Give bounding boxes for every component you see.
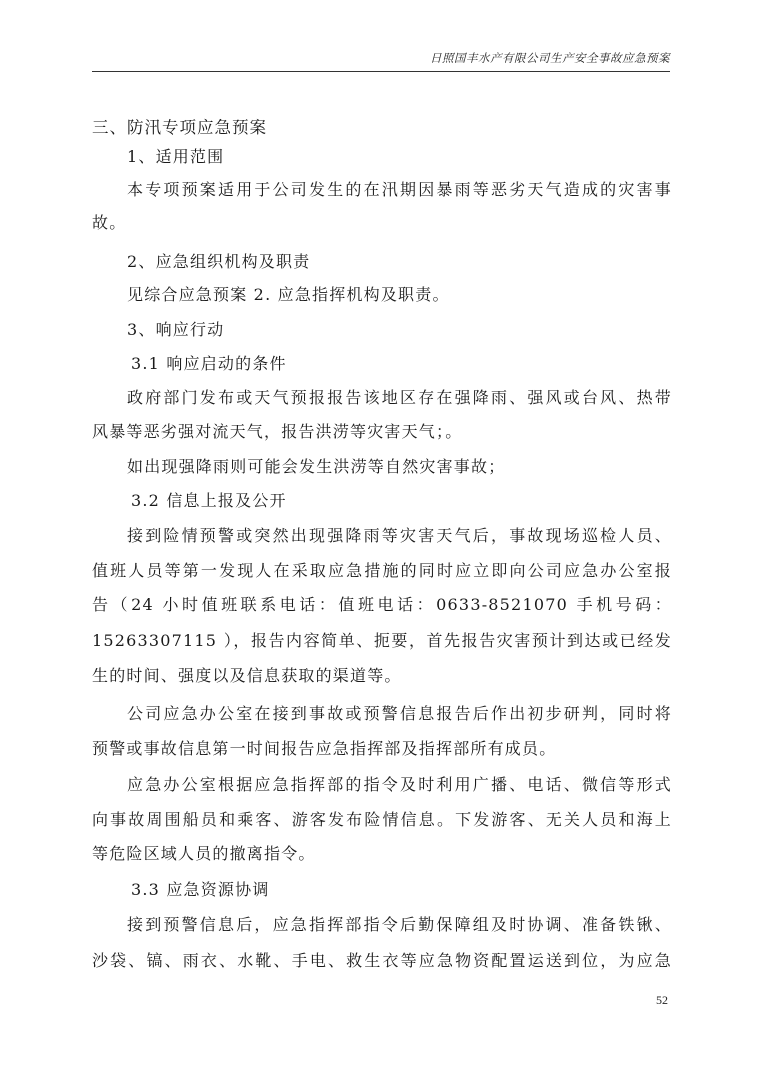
subsubsection-heading-3-2: 3.2 信息上报及公开	[131, 491, 287, 510]
paragraph-line: 15263307115 ），报告内容简单、扼要，首先报告灾害预计到达或已经发	[92, 631, 672, 650]
subsubsection-heading-3-3: 3.3 应急资源协调	[131, 880, 270, 899]
paragraph-line: 见综合应急预案 2. 应急指挥机构及职责。	[127, 285, 450, 304]
paragraph-line: 接到险情预警或突然出现强降雨等灾害天气后，事故现场巡检人员、	[127, 526, 672, 545]
paragraph-line: 接到预警信息后，应急指挥部指令后勤保障组及时协调、准备铁锹、	[127, 915, 672, 934]
section-title: 三、防汛专项应急预案	[92, 118, 267, 137]
header-title: 日照国丰水产有限公司生产安全事故应急预案	[430, 51, 670, 65]
paragraph-line: 告（24 小时值班联系电话：值班电话：0633-8521070 手机号码：	[92, 595, 672, 614]
header-divider	[92, 71, 670, 72]
paragraph-line: 应急办公室根据应急指挥部的指令及时利用广播、电话、微信等形式	[127, 775, 672, 794]
paragraph-line: 生的时间、强度以及信息获取的渠道等。	[92, 666, 402, 685]
page-number: 52	[656, 993, 668, 1007]
paragraph-line: 沙袋、镐、雨衣、水靴、手电、救生衣等应急物资配置运送到位，为应急	[92, 951, 672, 970]
paragraph-line: 故。	[92, 213, 127, 232]
paragraph-line: 预警或事故信息第一时间报告应急指挥部及指挥部所有成员。	[92, 739, 557, 758]
subsection-heading-2: 2、应急组织机构及职责	[127, 252, 311, 271]
paragraph-line: 政府部门发布或天气预报报告该地区存在强降雨、强风或台风、热带	[127, 388, 672, 407]
paragraph-line: 如出现强降雨则可能会发生洪涝等自然灾害事故；	[127, 457, 506, 476]
paragraph-line: 值班人员等第一发现人在采取应急措施的同时应立即向公司应急办公室报	[92, 561, 672, 580]
paragraph-line: 公司应急办公室在接到事故或预警信息报告后作出初步研判，同时将	[127, 704, 672, 723]
paragraph-line: 本专项预案适用于公司发生的在汛期因暴雨等恶劣天气造成的灾害事	[127, 180, 672, 199]
paragraph-line: 等危险区域人员的撤离指令。	[92, 844, 316, 863]
subsubsection-heading-3-1: 3.1 响应启动的条件	[131, 354, 287, 373]
subsection-heading-3: 3、响应行动	[127, 320, 225, 339]
paragraph-line: 向事故周围船员和乘客、游客发布险情信息。下发游客、无关人员和海上	[92, 810, 672, 829]
subsection-heading-1: 1、适用范围	[127, 147, 225, 166]
paragraph-line: 风暴等恶劣强对流天气，报告洪涝等灾害天气；。	[92, 422, 463, 441]
